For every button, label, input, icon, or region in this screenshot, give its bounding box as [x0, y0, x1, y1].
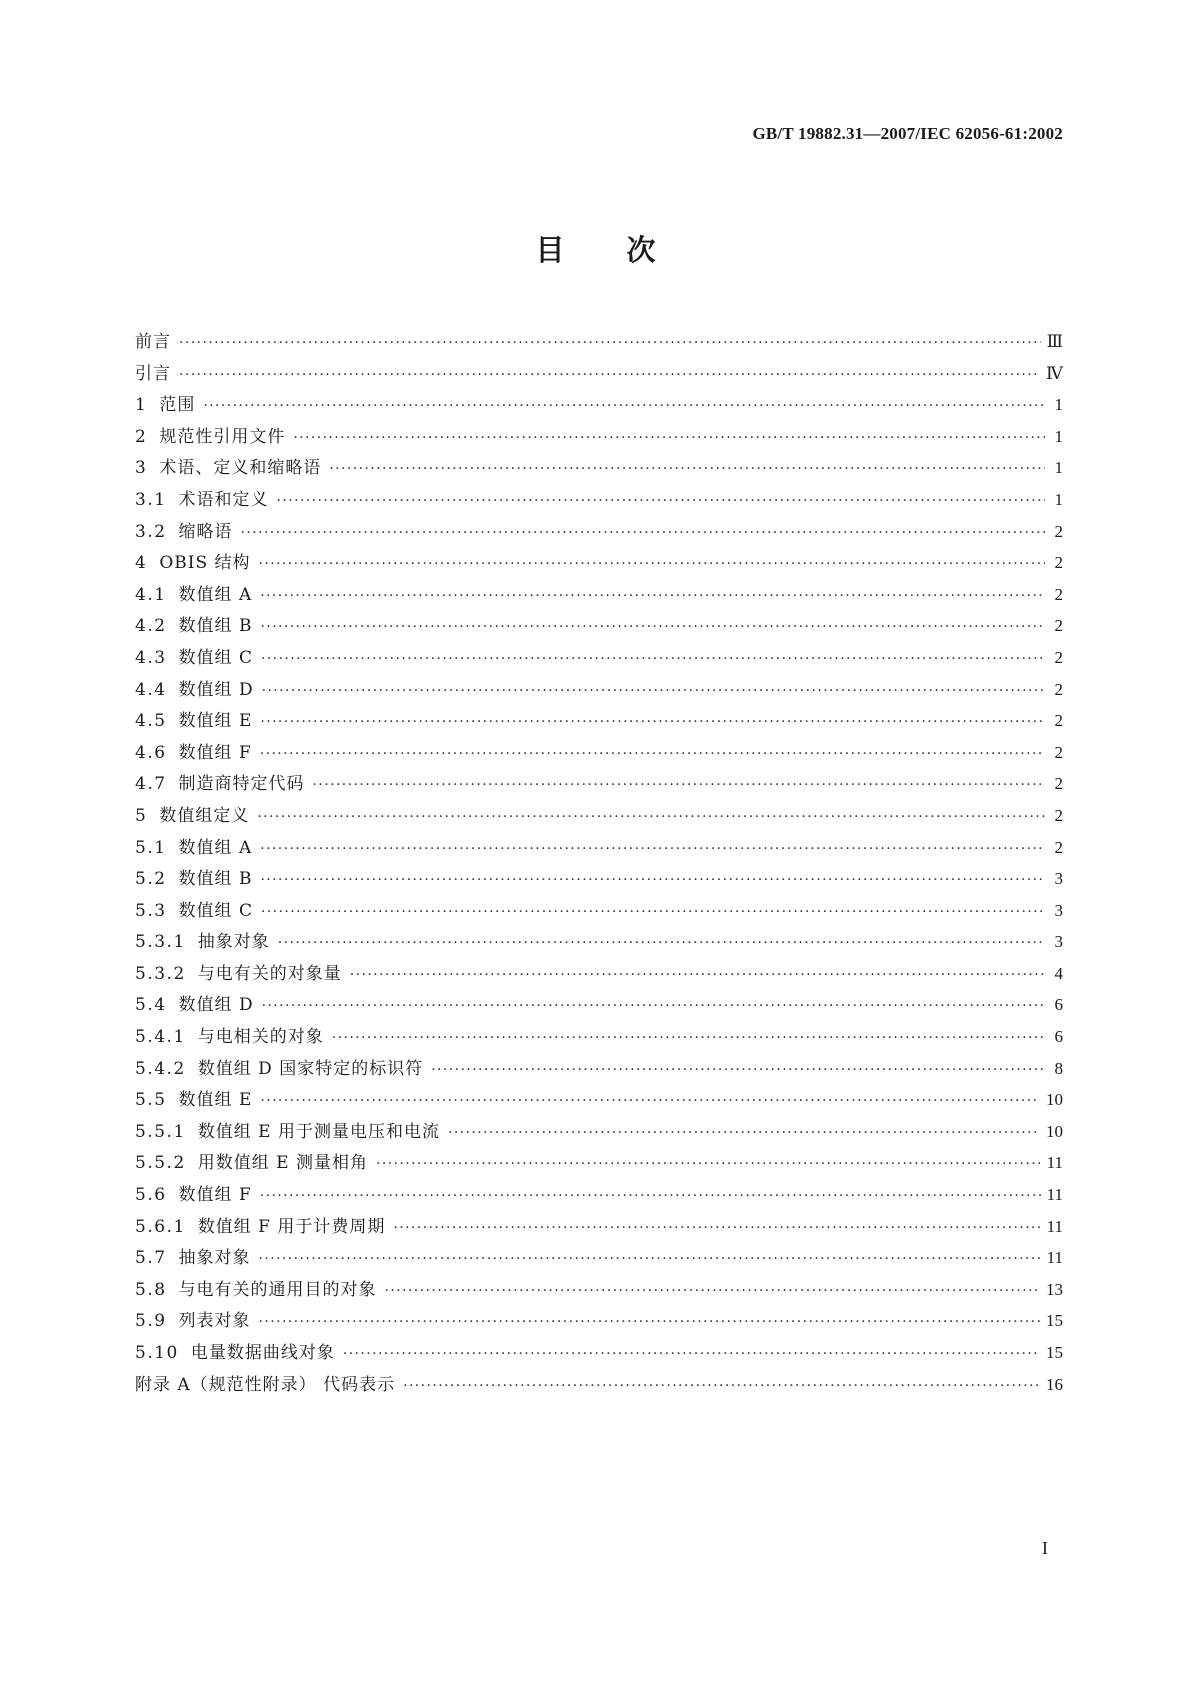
toc-dot-leader — [260, 872, 1045, 888]
toc-section-number: 5.2 — [135, 869, 167, 890]
toc-entry[interactable] — [135, 422, 1063, 454]
toc-section-title: 数值组 B — [178, 616, 253, 637]
toc-page-number: 6 — [1054, 1027, 1063, 1047]
toc-page-number: 2 — [1054, 742, 1063, 762]
toc-page-number: 2 — [1054, 553, 1063, 573]
toc-section-number: 4.6 — [135, 742, 167, 763]
toc-entry[interactable] — [135, 517, 1063, 549]
toc-section-title: 数值组 C — [178, 647, 253, 668]
toc-page-number: 2 — [1054, 837, 1063, 857]
toc-dot-leader — [385, 1283, 1040, 1299]
toc-section-number: 5.6 — [135, 1185, 167, 1206]
toc-dot-leader — [261, 904, 1045, 920]
toc-dot-leader — [260, 1093, 1040, 1109]
toc-dot-leader — [179, 335, 1041, 351]
toc-section-number: 5.5.2 — [135, 1153, 186, 1174]
toc-section-title: 用数值组 E 测量相角 — [197, 1153, 368, 1174]
toc-page-number: 3 — [1054, 932, 1063, 952]
toc-entry[interactable] — [135, 643, 1063, 675]
toc-section-title: 与电有关的通用目的对象 — [178, 1279, 377, 1300]
toc-entry[interactable] — [135, 1370, 1063, 1402]
toc-section-title: 数值组 D — [178, 679, 254, 700]
toc-page-number: Ⅳ — [1046, 363, 1063, 383]
toc-section-title: 抽象对象 — [178, 1248, 251, 1269]
toc-page-number: 3 — [1054, 869, 1063, 889]
table-of-contents — [135, 327, 1063, 1401]
toc-section-number: 2 — [135, 426, 148, 447]
toc-entry[interactable] — [135, 706, 1063, 738]
toc-dot-leader — [261, 651, 1045, 667]
toc-section-number: 5.1 — [135, 837, 167, 858]
toc-page-number: 16 — [1046, 1374, 1063, 1394]
toc-section-number: 3 — [135, 458, 148, 479]
toc-page-number: 10 — [1046, 1090, 1063, 1110]
toc-entry[interactable] — [135, 738, 1063, 770]
toc-entry[interactable] — [135, 1338, 1063, 1370]
toc-section-number: 4.1 — [135, 584, 167, 605]
toc-section-title: 附录 A（规范性附录） 代码表示 — [135, 1374, 396, 1395]
toc-section-title: 抽象对象 — [197, 932, 270, 953]
toc-entry[interactable] — [135, 359, 1063, 391]
toc-entry[interactable] — [135, 769, 1063, 801]
toc-section-number: 5.10 — [135, 1343, 179, 1363]
toc-dot-leader — [179, 367, 1040, 383]
toc-section-number: 5.4.2 — [135, 1058, 186, 1079]
toc-page-number: 2 — [1054, 774, 1063, 794]
toc-dot-leader — [277, 493, 1045, 509]
toc-section-number: 4.3 — [135, 647, 167, 668]
toc-page-number: 11 — [1046, 1153, 1063, 1173]
toc-section-number: 4.5 — [135, 711, 167, 732]
toc-entry[interactable] — [135, 611, 1063, 643]
toc-section-number: 3.1 — [135, 489, 167, 510]
toc-page-number: 1 — [1054, 458, 1063, 478]
toc-page-number: 2 — [1054, 616, 1063, 636]
toc-section-title: 数值组 E 用于测量电压和电流 — [197, 1121, 440, 1142]
toc-section-title: 术语、定义和缩略语 — [159, 458, 322, 479]
toc-section-title: 数值组 E — [178, 1090, 253, 1111]
toc-entry[interactable] — [135, 1054, 1063, 1086]
toc-section-title: 数值组 F 用于计费周期 — [197, 1216, 386, 1237]
toc-page-number: 2 — [1054, 521, 1063, 541]
toc-section-title: 数值组 F — [178, 1185, 252, 1206]
toc-page-number: 4 — [1054, 963, 1063, 983]
toc-section-title: 数值组 A — [178, 584, 253, 605]
toc-section-number: 5.5 — [135, 1090, 167, 1111]
toc-page-number: 1 — [1054, 395, 1063, 415]
toc-entry[interactable] — [135, 390, 1063, 422]
toc-dot-leader — [343, 1346, 1040, 1362]
toc-dot-leader — [259, 556, 1045, 572]
toc-entry[interactable] — [135, 453, 1063, 485]
toc-entry[interactable] — [135, 833, 1063, 865]
toc-section-title: OBIS 结构 — [159, 553, 251, 574]
toc-section-number: 5.8 — [135, 1279, 167, 1300]
toc-dot-leader — [448, 1125, 1040, 1141]
toc-dot-leader — [260, 714, 1045, 730]
toc-section-number: 4.7 — [135, 774, 167, 795]
toc-page-number: 2 — [1054, 584, 1063, 604]
toc-entry[interactable] — [135, 801, 1063, 833]
toc-dot-leader — [329, 461, 1045, 477]
toc-page-number: 13 — [1046, 1279, 1063, 1299]
toc-page-number: 2 — [1054, 711, 1063, 731]
toc-dot-leader — [403, 1378, 1040, 1394]
toc-dot-leader — [431, 1062, 1045, 1078]
toc-section-title: 数值组 B — [178, 869, 253, 890]
toc-dot-leader — [257, 809, 1045, 825]
toc-section-title: 前言 — [135, 332, 171, 352]
toc-section-number: 5.4.1 — [135, 1027, 186, 1048]
toc-entry[interactable] — [135, 927, 1063, 959]
toc-dot-leader — [259, 1314, 1040, 1330]
toc-dot-leader — [259, 1251, 1041, 1267]
toc-section-number: 4.2 — [135, 616, 167, 637]
toc-section-title: 术语和定义 — [178, 489, 269, 510]
toc-dot-leader — [241, 525, 1045, 541]
toc-entry[interactable] — [135, 548, 1063, 580]
page-number: I — [1042, 1538, 1048, 1558]
toc-dot-leader — [350, 967, 1045, 983]
toc-dot-leader — [313, 777, 1045, 793]
toc-page-number: 3 — [1054, 900, 1063, 920]
toc-section-title: 数值组定义 — [159, 805, 250, 826]
toc-entry[interactable] — [135, 675, 1063, 707]
toc-entry[interactable] — [135, 864, 1063, 896]
toc-page-number: 2 — [1054, 647, 1063, 667]
toc-dot-leader — [260, 841, 1045, 857]
toc-entry[interactable] — [135, 1243, 1063, 1275]
toc-page-number: 2 — [1054, 805, 1063, 825]
toc-entry[interactable] — [135, 1117, 1063, 1149]
toc-section-number: 5.9 — [135, 1311, 167, 1332]
toc-section-number: 4 — [135, 553, 148, 574]
toc-section-number: 5.3.2 — [135, 963, 186, 984]
toc-entry[interactable] — [135, 580, 1063, 612]
toc-page-number: 1 — [1054, 489, 1063, 509]
toc-entry[interactable] — [135, 990, 1063, 1022]
toc-page-number: 11 — [1046, 1216, 1063, 1236]
toc-dot-leader — [376, 1156, 1041, 1172]
toc-section-title: 数值组 D 国家特定的标识符 — [197, 1058, 424, 1079]
toc-entry[interactable] — [135, 1148, 1063, 1180]
toc-dot-leader — [260, 588, 1045, 604]
toc-section-title: 数值组 A — [178, 837, 253, 858]
toc-section-number: 5.4 — [135, 995, 167, 1016]
toc-entry[interactable] — [135, 959, 1063, 991]
toc-dot-leader — [260, 746, 1045, 762]
toc-page-number: 15 — [1046, 1343, 1063, 1362]
toc-entry[interactable] — [135, 1275, 1063, 1307]
toc-entry[interactable] — [135, 1212, 1063, 1244]
toc-page-number: 1 — [1054, 426, 1063, 446]
toc-page-number: Ⅲ — [1046, 332, 1063, 351]
toc-section-number: 5.3 — [135, 900, 167, 921]
toc-dot-leader — [393, 1220, 1040, 1236]
toc-entry[interactable] — [135, 1306, 1063, 1338]
toc-dot-leader — [260, 619, 1045, 635]
toc-page-number: 8 — [1054, 1058, 1063, 1078]
toc-dot-leader — [262, 998, 1045, 1014]
toc-section-title: 数值组 D — [178, 995, 254, 1016]
toc-section-title: 数值组 E — [178, 711, 253, 732]
toc-page-number: 11 — [1046, 1248, 1063, 1268]
toc-page-number: 11 — [1046, 1185, 1063, 1205]
standard-code: GB/T 19882.31—2007/IEC 62056-61:2002 — [752, 124, 1063, 143]
toc-section-title: 数值组 C — [178, 900, 253, 921]
toc-section-number: 4.4 — [135, 679, 167, 700]
toc-section-title: 引言 — [135, 363, 171, 384]
toc-dot-leader — [293, 430, 1045, 446]
toc-section-title: 制造商特定代码 — [178, 774, 305, 795]
toc-dot-leader — [260, 1188, 1041, 1204]
toc-section-number: 5.5.1 — [135, 1121, 186, 1142]
toc-page-number: 15 — [1046, 1311, 1063, 1331]
toc-section-number: 1 — [135, 395, 148, 416]
toc-section-title: 列表对象 — [178, 1311, 251, 1332]
toc-entry[interactable] — [135, 327, 1063, 359]
toc-section-number: 5.7 — [135, 1248, 167, 1269]
page-title: 目次 — [535, 233, 718, 267]
toc-section-title: 与电相关的对象 — [197, 1027, 324, 1048]
toc-section-title: 电量数据曲线对象 — [190, 1343, 335, 1363]
toc-dot-leader — [262, 683, 1045, 699]
toc-page-number: 2 — [1054, 679, 1063, 699]
toc-section-title: 与电有关的对象量 — [197, 963, 342, 984]
toc-page-number: 10 — [1046, 1121, 1063, 1141]
toc-entry[interactable] — [135, 896, 1063, 928]
toc-section-number: 5.6.1 — [135, 1216, 186, 1237]
toc-section-number: 5 — [135, 805, 148, 826]
toc-entry[interactable] — [135, 1180, 1063, 1212]
toc-section-title: 规范性引用文件 — [159, 426, 286, 447]
toc-entry[interactable] — [135, 1085, 1063, 1117]
toc-entry[interactable] — [135, 485, 1063, 517]
toc-section-number: 5.3.1 — [135, 932, 186, 953]
toc-section-number: 3.2 — [135, 521, 167, 542]
toc-section-title: 数值组 F — [178, 742, 252, 763]
toc-dot-leader — [332, 1030, 1045, 1046]
toc-dot-leader — [278, 935, 1045, 951]
toc-section-title: 缩略语 — [178, 521, 233, 542]
toc-page-number: 6 — [1054, 995, 1063, 1015]
toc-dot-leader — [203, 398, 1045, 414]
toc-entry[interactable] — [135, 1022, 1063, 1054]
toc-section-title: 范围 — [159, 395, 196, 416]
